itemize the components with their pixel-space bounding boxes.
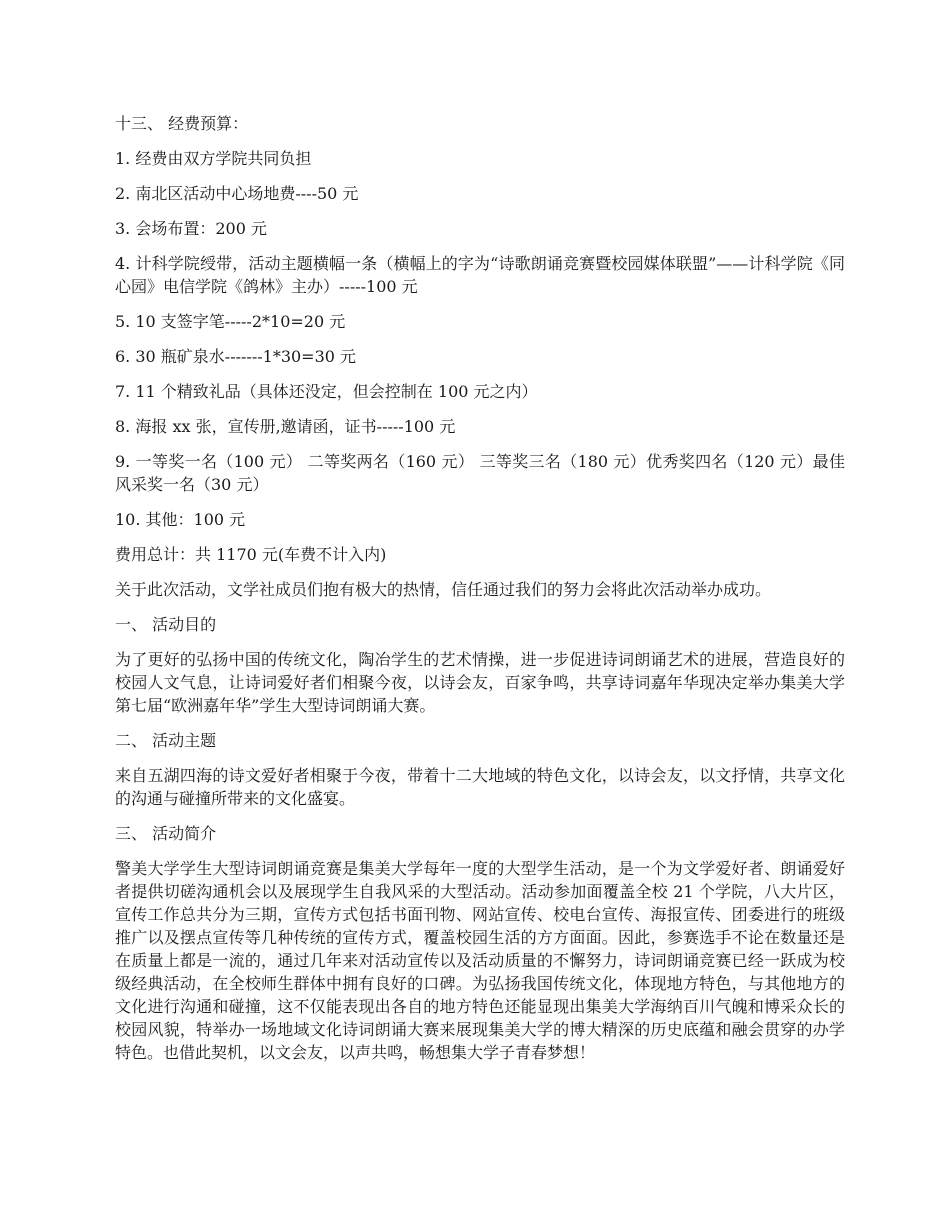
- budget-item-2: 2. 南北区活动中心场地费----50 元: [115, 184, 359, 203]
- section-heading-budget: 十三、 经费预算：: [115, 114, 249, 133]
- budget-item-6: 6. 30 瓶矿泉水-------1*30=30 元: [115, 347, 357, 366]
- budget-item-8: 8. 海报 xx 张，宣传册,邀请函，证书-----100 元: [115, 417, 456, 436]
- budget-item-4: 4. 计科学院绶带，活动主题横幅一条（横幅上的字为“诗歌朗诵竞赛暨校园媒体联盟”——计科学院《同心园》电信学院《鸽林》主办）-----100 元: [115, 254, 845, 296]
- section-heading-purpose: 一、 活动目的: [115, 615, 217, 634]
- budget-item-9: 9. 一等奖一名（100 元） 二等奖两名（160 元） 三等奖三名（180 元）优秀奖四名（120 元）最佳风采奖一名（30 元）: [115, 452, 845, 494]
- budget-item-3: 3. 会场布置：200 元: [115, 219, 267, 238]
- section-heading-intro: 三、 活动简介: [115, 824, 217, 843]
- budget-item-7: 7. 11 个精致礼品（具体还没定，但会控制在 100 元之内）: [115, 382, 538, 401]
- purpose-paragraph: 为了更好的弘扬中国的传统文化，陶冶学生的艺术情操，进一步促进诗词朗诵艺术的进展，营造良好的校园人文气息，让诗词爱好者们相聚今夜，以诗会友，百家争鸣，共享诗词嘉年华现决定举办集美大学第七届“欧洲嘉年华”学生大型诗词朗诵大赛。: [115, 650, 845, 715]
- budget-closing-paragraph: 关于此次活动，文学社成员们抱有极大的热情，信任通过我们的努力会将此次活动举办成功。: [115, 580, 772, 599]
- budget-item-10: 10. 其他：100 元: [115, 510, 246, 529]
- theme-paragraph: 来自五湖四海的诗文爱好者相聚于今夜，带着十二大地域的特色文化，以诗会友，以文抒情，共享文化的沟通与碰撞所带来的文化盛宴。: [115, 766, 845, 808]
- intro-paragraph: 警美大学学生大型诗词朗诵竞赛是集美大学每年一度的大型学生活动，是一个为文学爱好者、朗诵爱好者提供切磋沟通机会以及展现学生自我风采的大型活动。活动参加面覆盖全校 21 个学院，八大片区，宣传工作总共分为三期，宣传方式包括书面刊物、网站宣传、校电台宣传、海报宣传、团委进行的班级推广以及摆点宣传等几种传统的宣传方式，覆盖校园生活的方方面面。因此，参赛选手不论在数量还是在质量上都是一流的，通过几年来对活动宣传以及活动质量的不懈努力，诗词朗诵竞赛已经一跃成为校级经典活动，在全校师生群体中拥有良好的口碑。为弘扬我国传统文化，体现地方特色，与其他地方的文化进行沟通和碰撞，这不仅能表现出各自的地方特色还能显现出集美大学海纳百川气魄和博采众长的校园风貌，特举办一场地域文化诗词朗诵大赛来展现集美大学的博大精深的历史底蕴和融会贯穿的办学特色。也借此契机，以文会友，以声共鸣，畅想集大学子青春梦想！: [115, 859, 845, 1062]
- budget-item-5: 5. 10 支签字笔-----2*10=20 元: [115, 312, 346, 331]
- document-body: [115, 112, 845, 1076]
- budget-total: 费用总计：共 1170 元(车费不计入内): [115, 545, 387, 564]
- section-heading-theme: 二、 活动主题: [115, 731, 217, 750]
- budget-item-1: 1. 经费由双方学院共同负担: [115, 149, 312, 168]
